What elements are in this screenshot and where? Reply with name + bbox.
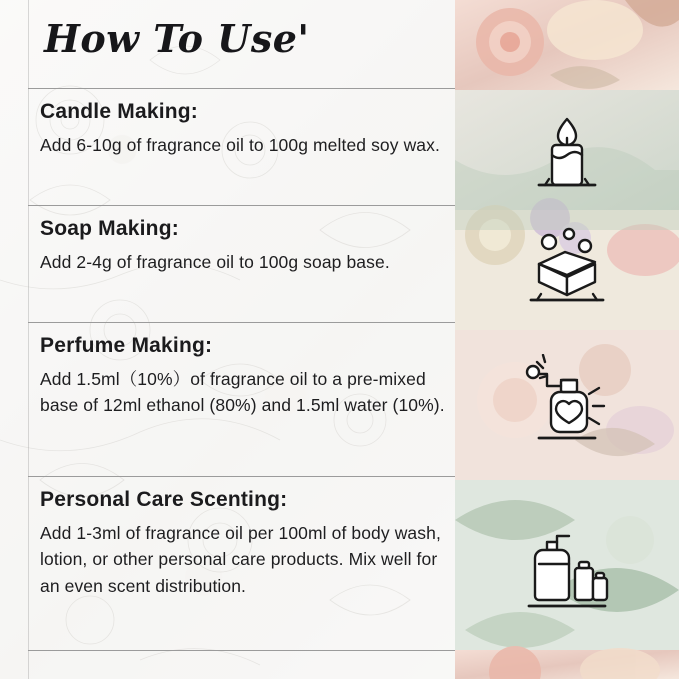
- candle-icon: [521, 107, 613, 199]
- section-heading: Soap Making:: [40, 217, 179, 240]
- lotion-bottle-icon: [517, 520, 617, 620]
- section-body: Add 1-3ml of fragrance oil per 100ml of body wash, lotion, or other personal care products. Mix well for an even scent distribution.: [40, 523, 441, 596]
- section-body: Add 1.5ml（10%）of fragrance oil to a pre-mixed base of 12ml ethanol (80%) and 1.5ml water (10%).: [40, 369, 445, 416]
- perfume-bottle-icon-container: [455, 332, 679, 474]
- floral-photo-strip: [455, 0, 679, 679]
- lotion-bottle-icon-container: [455, 490, 679, 650]
- soap-bar-icon-container: [455, 215, 679, 320]
- section-heading: Perfume Making:: [40, 334, 213, 357]
- divider-4: [28, 476, 455, 477]
- section-heading: Candle Making:: [40, 100, 198, 123]
- divider-5: [28, 650, 455, 651]
- section-candle-making: [40, 100, 450, 158]
- section-perfume-making: [40, 334, 450, 419]
- divider-3: [28, 322, 455, 323]
- section-heading: Personal Care Scenting:: [40, 488, 288, 511]
- section-body: Add 2-4g of fragrance oil to 100g soap base.: [40, 252, 390, 273]
- perfume-bottle-icon: [517, 354, 617, 452]
- section-personal-care-scenting: [40, 488, 450, 599]
- section-body: Add 6-10g of fragrance oil to 100g melted soy wax.: [40, 135, 440, 156]
- candle-icon-container: [455, 100, 679, 205]
- divider-1: [28, 88, 455, 89]
- page-title: How To Use': [44, 16, 310, 61]
- soap-bar-icon: [519, 222, 615, 314]
- divider-2: [28, 205, 455, 206]
- section-soap-making: [40, 217, 450, 275]
